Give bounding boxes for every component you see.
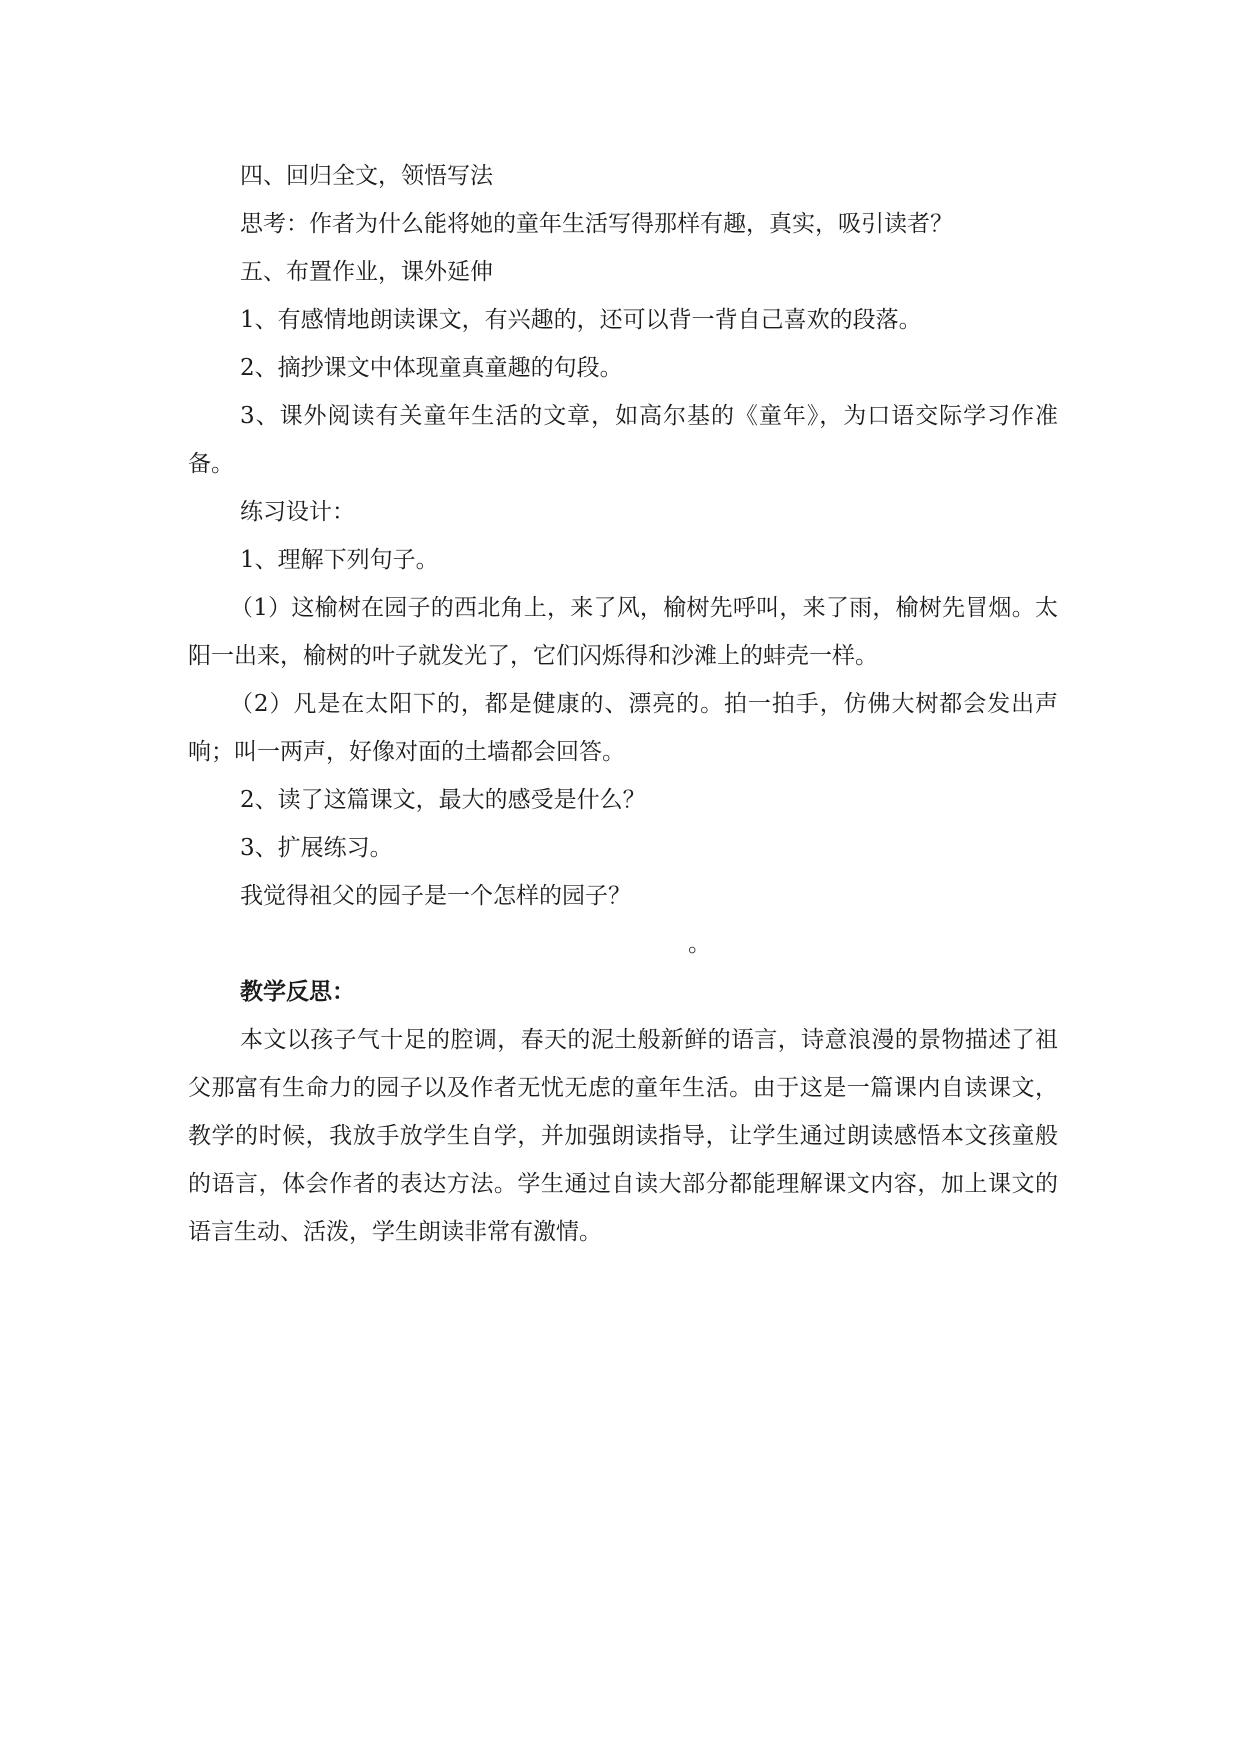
section5-heading: 五、布置作业，课外延伸 (240, 259, 493, 285)
exercise-q1: 1、理解下列句子。 (240, 547, 439, 573)
exercise-q3-prompt: 我觉得祖父的园子是一个怎样的园子？ (240, 883, 631, 909)
homework-item-1: 1、有感情地朗读课文，有兴趣的，还可以背一背自己喜欢的段落。 (240, 307, 922, 333)
section4-heading: 四、回归全文，领悟写法 (240, 163, 493, 189)
exercise-q2: 2、读了这篇课文，最大的感受是什么？ (240, 787, 646, 813)
answer-blank-line (188, 920, 1058, 968)
homework-item-3: 3、课外阅读有关童年生活的文章，如高尔基的《童年》，为口语交际学习作准备。 (188, 403, 1058, 477)
reflection-heading: 教学反思： (240, 978, 355, 1005)
document-body (188, 152, 1058, 1256)
answer-blank-end: 。 (688, 931, 711, 957)
exercise-q1-sentence-1: （1）这榆树在园子的西北角上，来了风，榆树先呼叫，来了雨，榆树先冒烟。太阳一出来，榆树的叶子就发光了，它们闪烁得和沙滩上的蚌壳一样。 (188, 595, 1058, 669)
exercise-q1-sentence-2: （2）凡是在太阳下的，都是健康的、漂亮的。拍一拍手，仿佛大树都会发出声响；叫一两声，好像对面的土墙都会回答。 (188, 691, 1058, 765)
exercise-q3: 3、扩展练习。 (240, 835, 393, 861)
homework-item-2: 2、摘抄课文中体现童真童趣的句段。 (240, 355, 623, 381)
section4-question: 思考：作者为什么能将她的童年生活写得那样有趣，真实，吸引读者？ (240, 211, 953, 237)
exercise-heading: 练习设计： (240, 499, 355, 525)
reflection-body: 本文以孩子气十足的腔调，春天的泥土般新鲜的语言，诗意浪漫的景物描述了祖父那富有生命力的园子以及作者无忧无虑的童年生活。由于这是一篇课内自读课文，教学的时候，我放手放学生自学，并加强朗读指导，让学生通过朗读感悟本文孩童般的语言，体会作者的表达方法。学生通过自读大部分都能理解课文内容，加上课文的语言生动、活泼，学生朗读非常有激情。 (188, 1027, 1058, 1245)
